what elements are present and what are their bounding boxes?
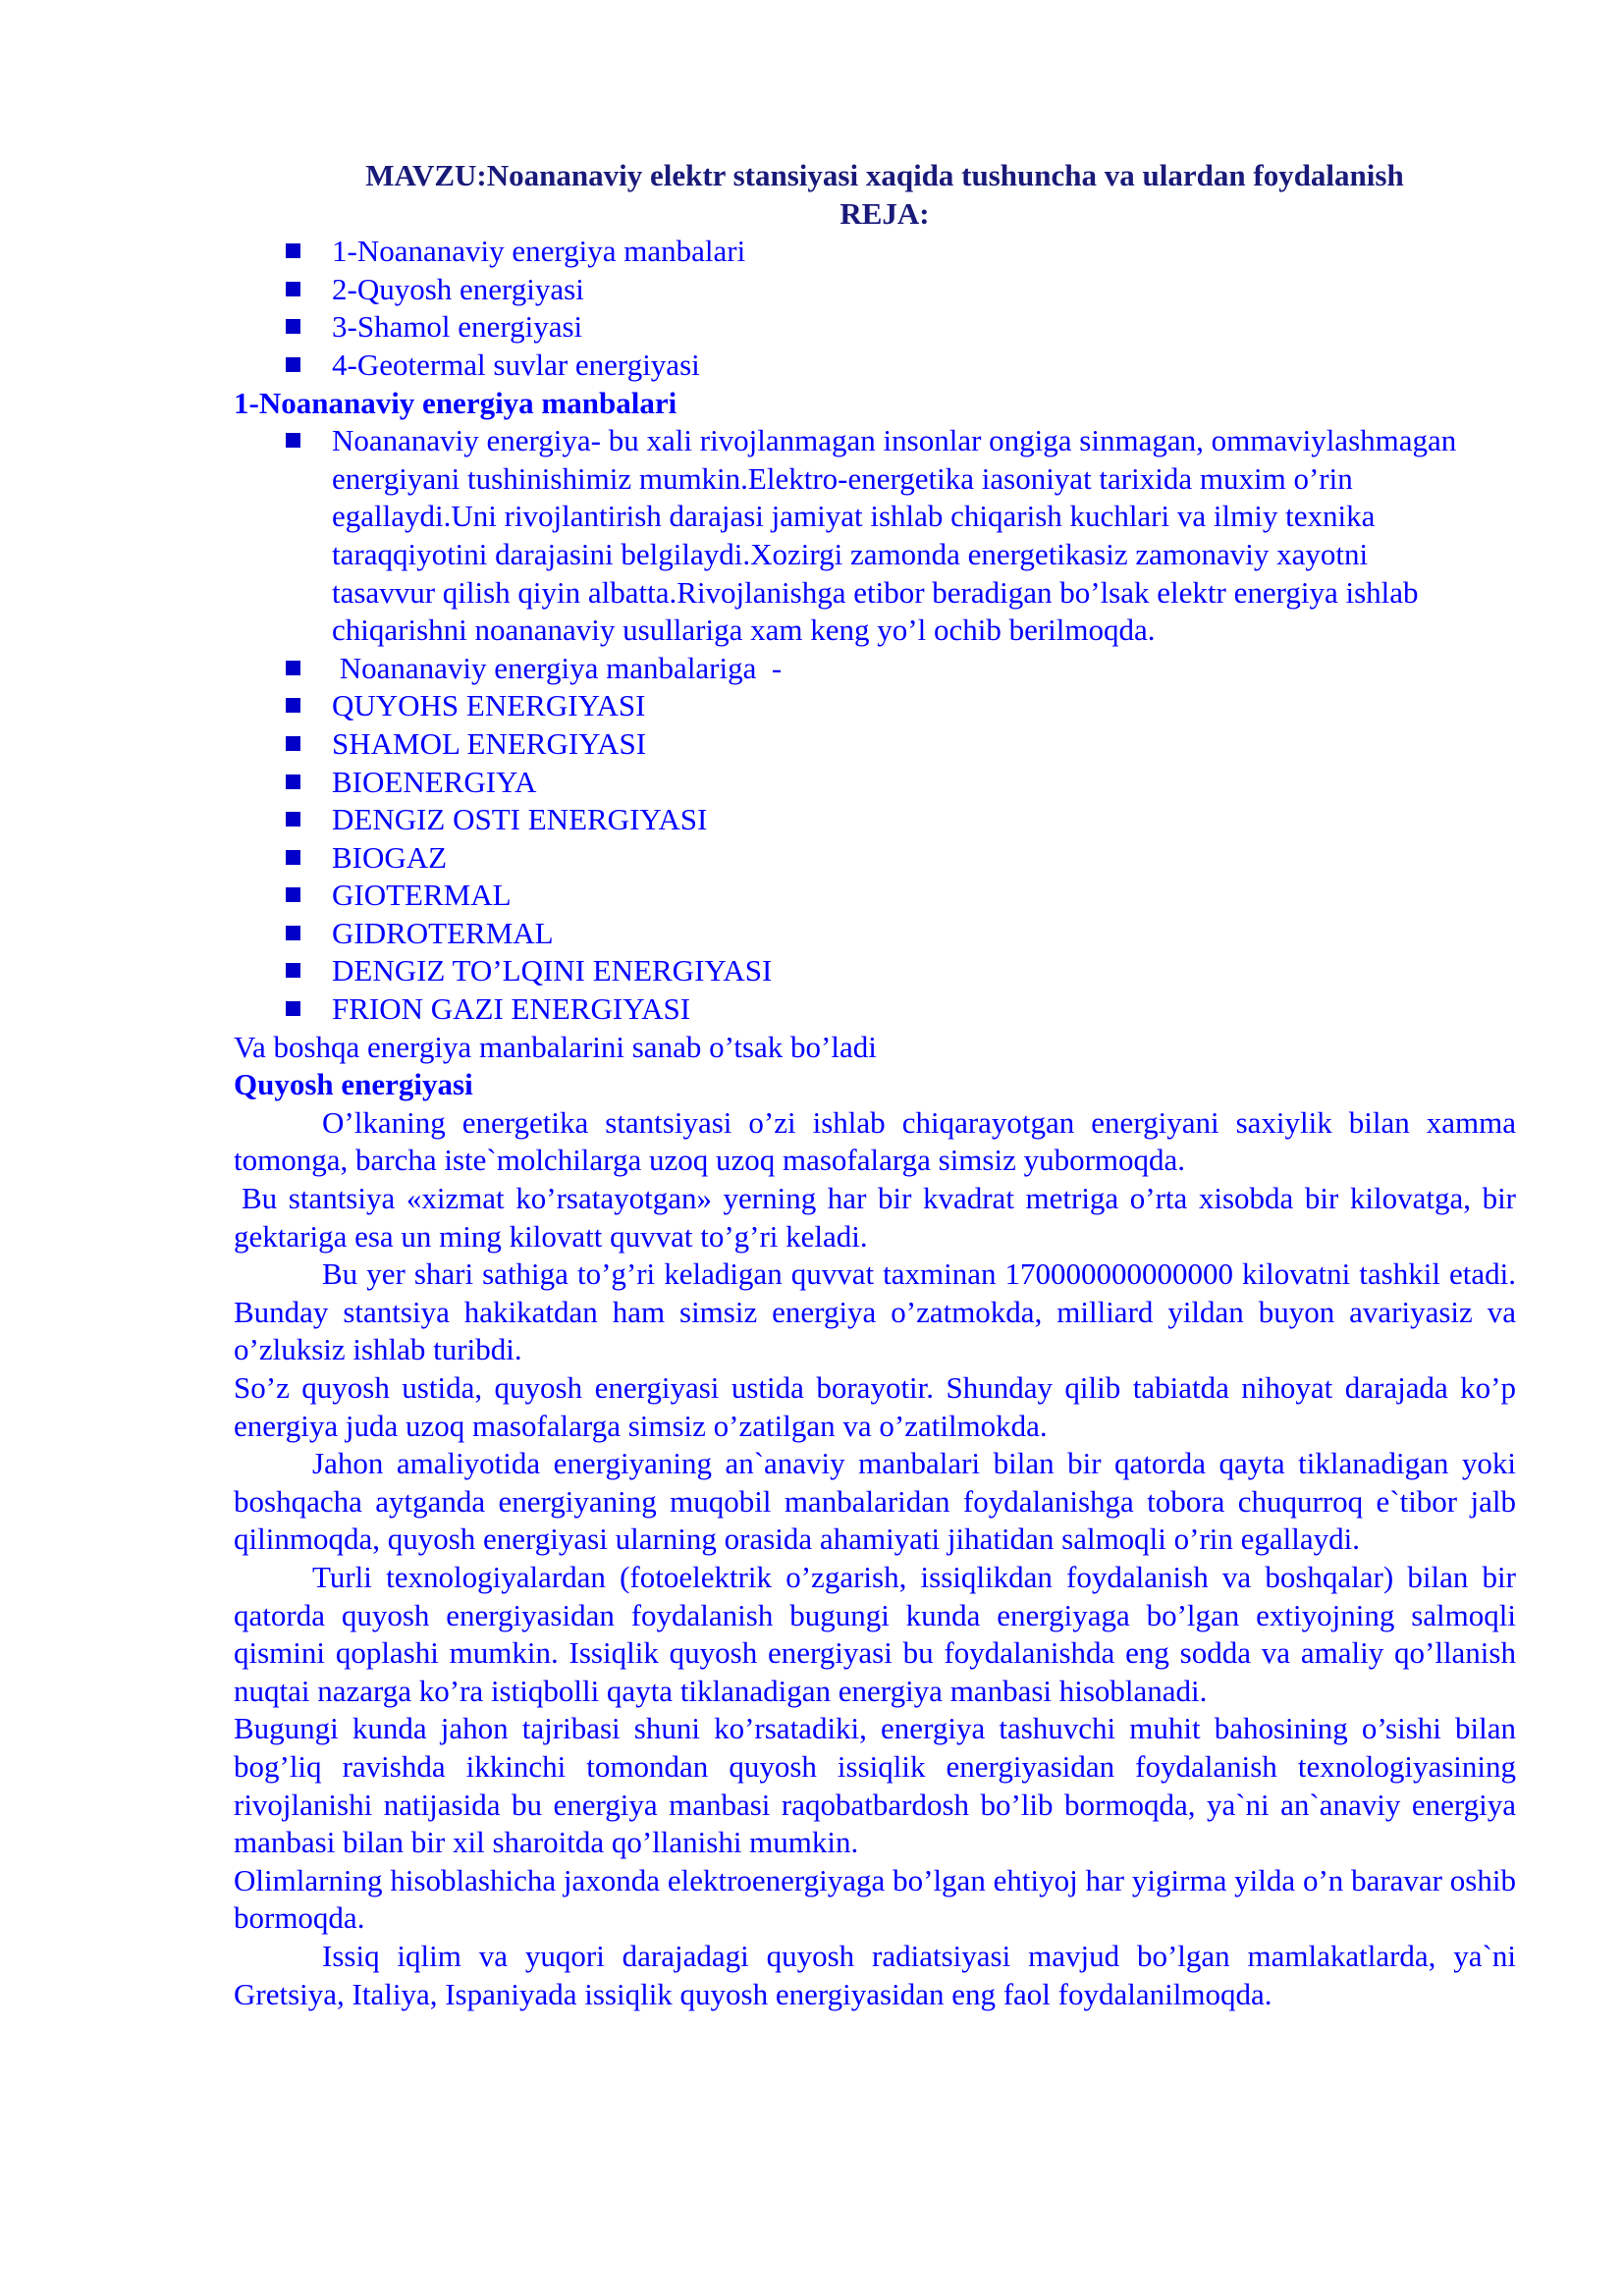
source-item: BIOGAZ [234,839,1516,878]
paragraph: Bu stantsiya «xizmat ko’rsatayotgan» yerning har bir kvadrat metriga o’rta xisobda bir kilovatga, bir gektariga esa un ming kilovatt quvvat to’g’ri keladi. [234,1181,1516,1254]
bullet-square-icon [286,433,300,448]
bullet-square-icon [286,319,300,334]
bullet-square-icon [286,963,300,978]
section1-list [234,422,1516,1029]
bullet-square-icon [286,1001,300,1016]
paragraph: Bugungi kunda jahon tajribasi shuni ko’rsatadiki, energiya tashuvchi muhit bahosining o’sishi bilan bog’liq ravishda ikkinchi tomondan quyosh issiqlik energiyasidan foydalanish texnologiyasining rivojlanishi natijasida bu energiya manbasi raqobatbardosh bo’lib bormoqda, ya`ni an`anaviy energiya manbasi bilan bir xil sharoitda qo’llanishi mumkin. [234,1711,1516,1860]
bullet-square-icon [286,736,300,751]
bullet-square-icon [286,926,300,940]
section2-heading: Quyosh energiyasi [234,1067,473,1102]
source-item: DENGIZ TO’LQINI ENERGIYASI [234,952,1516,990]
source-item: DENGIZ OSTI ENERGIYASI [234,801,1516,839]
source-item: GIOTERMAL [234,877,1516,915]
paragraph: Bu yer shari sathiga to’g’ri keladigan quvvat taxminan 170000000000000 kilovatni tashkil etadi. Bunday stantsiya hakikatdan ham simsiz energiya o’zatmokda, milliard yildan buyon avariyasiz va o’zluksiz ishlab turibdi. [234,1256,1516,1367]
bullet-square-icon [286,698,300,713]
bullet-square-icon [286,282,300,296]
section1-heading: 1-Noananaviy energiya manbalari [234,385,677,420]
source-item: QUYOHS ENERGIYASI [234,687,1516,725]
section1-closing: Va boshqa energiya manbalarini sanab o’tsak bo’ladi [234,1029,877,1064]
document-content [234,157,1516,2013]
document-title: MAVZU:Noananaviy elektr stansiyasi xaqida tushuncha va ulardan foydalanish [365,158,1404,192]
plan-label: REJA: [839,195,930,231]
bullet-square-icon [286,887,300,902]
source-item: GIDROTERMAL [234,915,1516,953]
plan-item: 3-Shamol energiyasi [234,308,1516,347]
paragraph: O’lkaning energetika stantsiyasi o’zi ishlab chiqarayotgan energiyani saxiylik bilan xamma tomonga, barcha iste`molchilarga uzoq uzoq masofalarga simsiz yubormoqda. [234,1104,1516,1178]
source-item: BIOENERGIYA [234,764,1516,802]
bullet-square-icon [286,661,300,675]
paragraph: Issiq iqlim va yuqori darajadagi quyosh radiatsiyasi mavjud bo’lgan mamlakatlarda, ya`ni Gretsiya, Italiya, Ispaniyada issiqlik quyosh energiyasidan eng faol foydalanilmoqda. [234,1938,1516,2011]
plan-item: 4-Geotermal suvlar energiyasi [234,347,1516,385]
plan-item: 2-Quyosh energiyasi [234,271,1516,309]
bullet-square-icon [286,812,300,827]
paragraph: So’z quyosh ustida, quyosh energiyasi ustida borayotir. Shunday qilib tabiatda nihoyat darajada ko’p energiya juda uzoq masofalarga simsiz o’zatilgan va o’zatilmokda. [234,1370,1516,1443]
source-item: SHAMOL ENERGIYASI [234,725,1516,764]
section1-intro: Noananaviy energiya- bu xali rivojlanmagan insonlar ongiga sinmagan, ommaviylashmagan energiyani tushinishimiz mumkin.Elektro-energetika iasoniyat tarixida muxim o’rin egallaydi.Uni rivojlantirish darajasi jamiyat ishlab chiqarish kuchlari va ilmiy texnika taraqqiyotini darajasini belgilaydi.Xozirgi zamonda energetikasiz zamonaviy xayotni tasavvur qilish qiyin albatta.Rivojlanishga etibor beradigan bo’lsak elektr energiya ishlab chiqarishni noananaviy usullariga xam keng yo’l ochib berilmoqda. [234,422,1516,650]
plan-item: 1-Noananaviy energiya manbalari [234,233,1516,271]
paragraph: Turli texnologiyalardan (fotoelektrik o’zgarish, issiqlikdan foydalanish va boshqalar) bilan bir qatorda quyosh energiyasidan foydalanish bugungi kunda energiyaga bo’lgan extiyojning salmoqli qismini qoplashi mumkin. Issiqlik quyosh energiyasi bu foydalanishda eng sodda va amaliy qo’llanish nuqtai nazarga ko’ra istiqbolli qayta tiklanadigan energiya manbasi hisoblanadi. [234,1559,1516,1708]
paragraph: Jahon amaliyotida energiyaning an`anaviy manbalari bilan bir qatorda qayta tiklanadigan yoki boshqacha aytganda energiyaning muqobil manbalaridan foydalanishga tobora chuqurroq e`tibor jalb qilinmoqda, quyosh energiyasi ularning orasida ahamiyati jihatidan salmoqli o’rin egallaydi. [234,1446,1516,1557]
bullet-square-icon [286,243,300,258]
source-item: FRION GAZI ENERGIYASI [234,990,1516,1029]
bullet-square-icon [286,850,300,865]
bullet-square-icon [286,774,300,789]
sources-label: Noananaviy energiya manbalariga - [234,650,1516,688]
paragraph: Olimlarning hisoblashicha jaxonda elektroenergiyaga bo’lgan ehtiyoj har yigirma yilda o’n baravar oshib bormoqda. [234,1862,1516,1936]
bullet-square-icon [286,357,300,372]
plan-list [234,233,1516,384]
